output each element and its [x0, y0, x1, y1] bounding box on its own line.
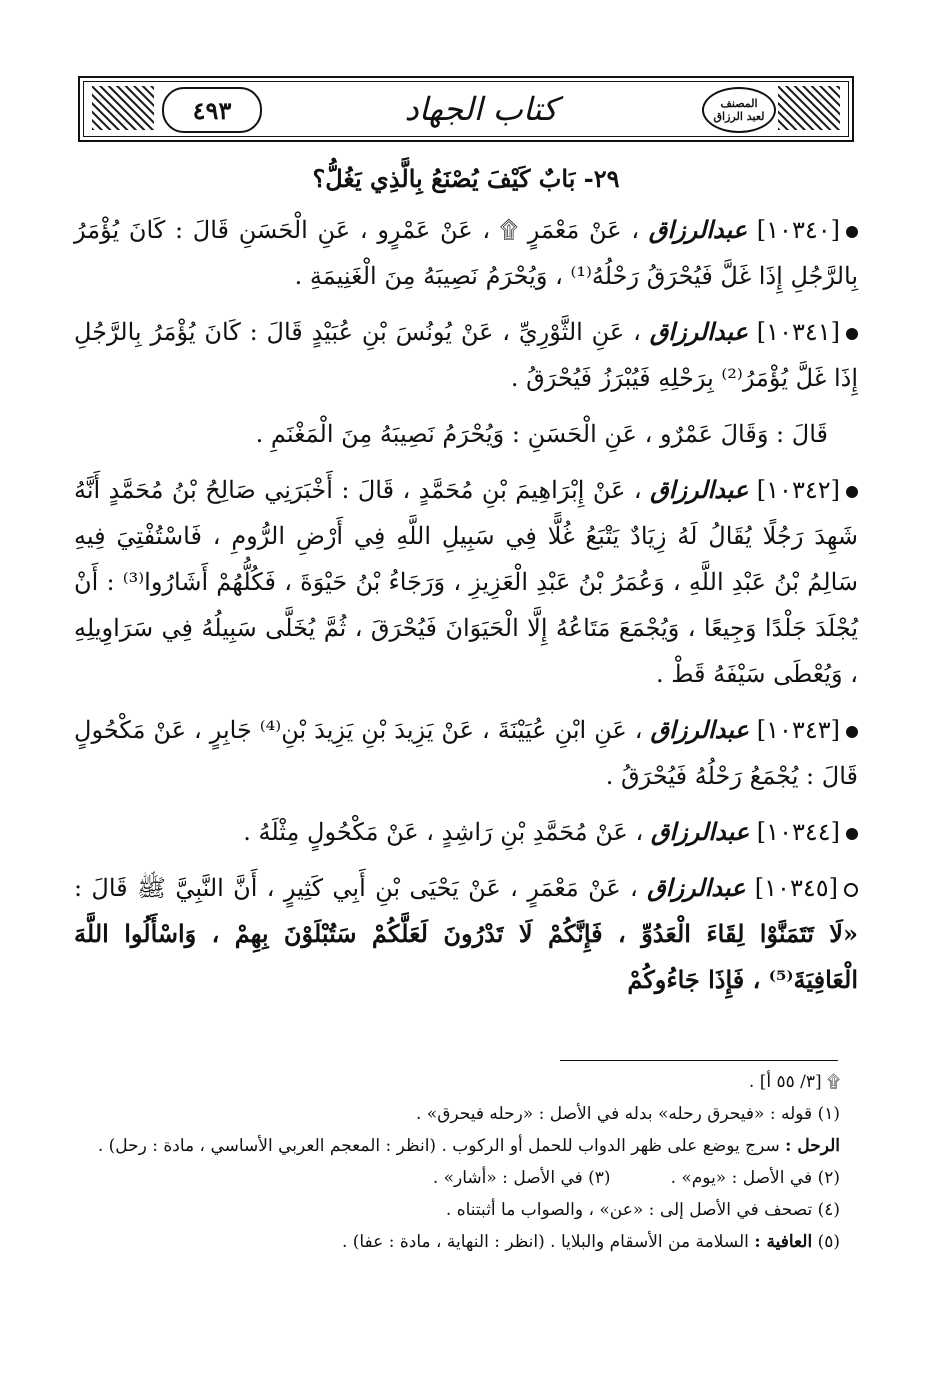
hadith-author: عبدالرزاق — [650, 715, 749, 744]
hadith-10344 — [74, 809, 858, 855]
bullet-icon — [846, 726, 858, 738]
bullet-icon — [846, 486, 858, 498]
hadith-text: ، عَنِ ابْنِ عُيَيْنَةَ ، عَنْ يَزِيدَ بْنِ يَزِيدَ بْنِ⁽⁴⁾ جَابِرٍ ، عَنْ مَكْحُولٍ قَالَ : يُجْمَعُ رَحْلُهُ فَيُحْرَقُ . — [74, 716, 858, 790]
hadith-number: [١٠٣٤٢] — [756, 476, 840, 504]
hadith-quote: «لَا تَتَمَنَّوْا لِقَاءَ الْعَدُوِّ ، فَإِنَّكُمْ لَا تَدْرُونَ لَعَلَّكُمْ سَتُبْلَوْنَ بِهِمْ ، وَاسْأَلُوا اللَّهَ الْعَافِيَةَ⁽⁵⁾ ، فَإِذَا جَاءُوكُمْ — [74, 919, 858, 994]
definition-term: العافية : — [754, 1232, 813, 1252]
hadith-text: ، عَنِ الثَّوْرِيِّ ، عَنْ يُونُسَ بْنِ عُبَيْدٍ قَالَ : كَانَ يُؤْمَرُ بِالرَّجُلِ إِذَا غَلَّ يُؤْمَرُ⁽²⁾ بِرَحْلِهِ فَيُبْرَزُ فَيُحْرَقُ . — [74, 318, 858, 392]
bullet-icon — [846, 828, 858, 840]
hadith-10341-addendum — [74, 411, 858, 457]
ornament-left-icon — [92, 86, 154, 130]
hadith-number: [١٠٣٤٥] — [754, 874, 838, 902]
footnote-4: (٤) تصحف في الأصل إلى : «عن» ، والصواب ما أثبتناه . — [445, 1200, 840, 1220]
footnote-5 — [74, 1228, 840, 1256]
bullet-icon — [846, 328, 858, 340]
seal-line-2: لعبد الرزاق — [713, 110, 765, 123]
hadith-author: عبدالرزاق — [648, 215, 748, 244]
seal-line-1: المصنف — [720, 97, 758, 110]
hadith-text: ، عَنْ مَعْمَرٍ ۩ ، عَنْ عَمْرٍو ، عَنِ الْحَسَنِ قَالَ : كَانَ يُؤْمَرُ بِالرَّجُلِ إِذَا غَلَّ فَيُحْرَقُ رَحْلُهُ⁽¹⁾ ، وَيُحْرَمُ نَصِيبَهُ مِنَ الْغَنِيمَةِ . — [74, 216, 858, 290]
chapter-title: ٢٩- بَابٌ كَيْفَ يُصْنَعُ بِالَّذِي يَغُلُّ؟ — [312, 164, 620, 193]
definition-term: الرحل : — [785, 1136, 840, 1156]
bullet-icon — [846, 226, 858, 238]
definition-text: سرج يوضع على ظهر الدواب للحمل أو الركوب . (انظر : المعجم العربي الأساسي ، مادة : رحل) . — [97, 1136, 780, 1156]
book-title: كتاب الجهاد — [404, 90, 558, 128]
hadith-author: عبدالرزاق — [650, 817, 750, 846]
footnotes-2-3 — [74, 1164, 840, 1192]
footnote-1-definition — [74, 1132, 840, 1160]
hollow-bullet-icon — [844, 883, 858, 897]
hadith-text: قَالَ : وَقَالَ عَمْرٌو ، عَنِ الْحَسَنِ : وَيُحْرَمُ نَصِيبَهُ مِنَ الْمَغْنَمِ . — [255, 420, 828, 448]
footnote-5-number: (٥) — [817, 1232, 840, 1252]
book-seal — [702, 87, 776, 133]
footnote-1: (١) قوله : «فيحرق رحله» بدله في الأصل : «رحله فيحرق» . — [415, 1104, 840, 1124]
footnotes — [74, 1068, 840, 1260]
page-number: ٤٩٣ — [162, 87, 262, 133]
page-header — [78, 76, 854, 142]
ornament-right-icon — [778, 86, 840, 130]
hadith-10340 — [74, 207, 858, 299]
hadith-text: ، عَنْ إِبْرَاهِيمَ بْنِ مُحَمَّدٍ ، قَالَ : أَخْبَرَنِي صَالِحُ بْنُ مُحَمَّدٍ أَنَّهُ شَهِدَ رَجُلًا يُقَالُ لَهُ زِيَادٌ يَتْبَعُ غُلًّا فِي سَبِيلِ اللَّهِ فِي أَرْضِ الرُّومِ ، فَاسْتُفْتِيَ فِيهِ سَالِمُ بْنُ عَبْدِ اللَّهِ ، وَعُمَرُ بْنُ عَبْدِ الْعَزِيزِ ، وَرَجَاءُ بْنُ حَيْوَةَ ، فَكُلُّهُمْ أَشَارُوا⁽³⁾ : أَنْ يُجْلَدَ جَلْدًا وَجِيعًا ، وَيُجْمَعَ مَتَاعُهُ إِلَّا الْحَيَوَانَ فَيُحْرَقَ ، ثُمَّ يُخَلَّى سَبِيلُهُ فِي سَرَاوِيلِهِ ، وَيُعْطَى سَيْفَهُ قَطْ . — [74, 476, 858, 688]
definition-text: السلامة من الأسقام والبلايا . (انظر : النهاية ، مادة : عفا) . — [341, 1232, 749, 1252]
main-text — [74, 160, 858, 1013]
hadith-text: ، عَنْ مَعْمَرٍ ، عَنْ يَحْيَى بْنِ أَبِي كَثِيرٍ ، أَنَّ النَّبِيَّ ﷺ قَالَ : — [74, 874, 638, 902]
hadith-author: عبدالرزاق — [650, 475, 749, 504]
hadith-author: عبدالرزاق — [647, 873, 746, 902]
hadith-number: [١٠٣٤٣] — [756, 716, 840, 744]
hadith-10345 — [74, 865, 858, 1003]
hadith-author: عبدالرزاق — [649, 317, 748, 346]
footnote-divider — [560, 1060, 838, 1061]
footnote-ref: ۩ [٣/ ٥٥ أ] . — [748, 1072, 840, 1092]
hadith-number: [١٠٣٤٠] — [756, 216, 840, 244]
footnote-3: (٣) في الأصل : «أشار» . — [432, 1168, 611, 1188]
hadith-10343 — [74, 707, 858, 799]
hadith-number: [١٠٣٤١] — [756, 318, 840, 346]
hadith-10341 — [74, 309, 858, 401]
hadith-10342 — [74, 467, 858, 697]
hadith-text: ، عَنْ مُحَمَّدِ بْنِ رَاشِدٍ ، عَنْ مَكْحُولٍ مِثْلَهُ . — [243, 818, 644, 846]
hadith-number: [١٠٣٤٤] — [756, 818, 840, 846]
footnote-2: (٢) في الأصل : «يوم» . — [670, 1168, 840, 1188]
